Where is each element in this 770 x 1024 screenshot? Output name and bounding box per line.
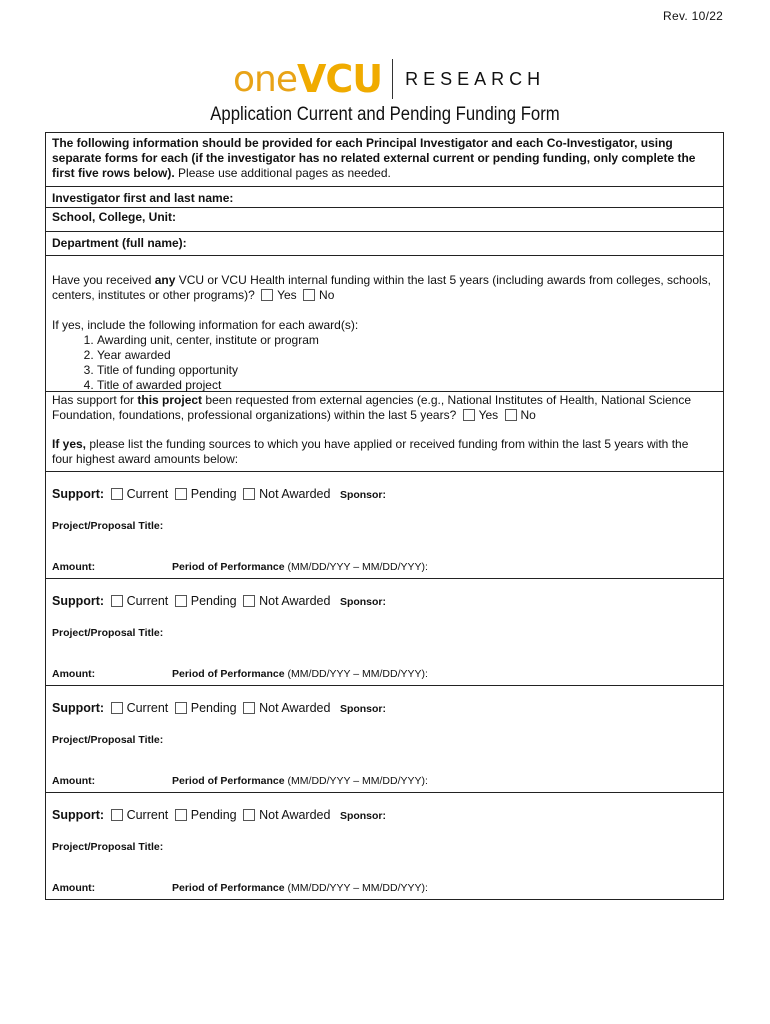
list-item: 1. Awarding unit, center, institute or program [97,333,712,348]
project-title-label: Project/Proposal Title: [52,841,164,853]
internal-q-bold: any [154,273,176,287]
period-bold: Period of Performance [172,561,285,573]
support-line [52,701,386,715]
pending-checkbox[interactable] [175,809,187,821]
internal-no-checkbox[interactable] [303,289,315,301]
period-rest: (MM/DD/YYY – MM/DD/YYY): [284,775,428,787]
pending-label: Pending [190,594,237,608]
school-label: School, College, Unit: [52,210,177,224]
sponsor-label: Sponsor: [339,703,387,715]
project-title-label: Project/Proposal Title: [52,734,164,746]
internal-ifyes-block [52,318,712,393]
support-block-4 [46,793,723,899]
internal-ifyes: If yes, include the following information for each award(s): [52,318,359,332]
internal-question [52,273,712,303]
period-rest: (MM/DD/YYY – MM/DD/YYY): [284,561,428,573]
sponsor-label: Sponsor: [339,810,387,822]
list-item: 2. Year awarded [97,348,712,363]
amount-label: Amount: [52,882,96,894]
external-no-checkbox[interactable] [505,409,517,421]
current-checkbox[interactable] [111,809,123,821]
support-label: Support: [52,701,105,715]
external-q-pre: Has support for [52,393,138,407]
department-row[interactable] [46,232,723,256]
not-awarded-label: Not Awarded [259,487,331,501]
current-checkbox[interactable] [111,488,123,500]
support-block-2 [46,579,723,686]
internal-no-label: No [319,288,335,302]
external-yes-label: Yes [478,408,499,422]
school-row[interactable] [46,208,723,232]
intro-text [52,136,712,181]
support-block-3 [46,686,723,793]
period-bold: Period of Performance [172,775,285,787]
not-awarded-label: Not Awarded [259,808,331,822]
current-label: Current [126,701,169,715]
support-line [52,808,386,822]
pending-label: Pending [190,701,237,715]
logo-vcu: VCU [297,57,383,101]
not-awarded-checkbox[interactable] [243,702,255,714]
pending-checkbox[interactable] [175,702,187,714]
list-item: 4. Title of awarded project [97,378,712,393]
funding-form [45,132,724,900]
current-checkbox[interactable] [111,595,123,607]
period-label [172,668,428,680]
support-label: Support: [52,487,105,501]
internal-yes-label: Yes [277,288,297,302]
sponsor-label: Sponsor: [339,596,387,608]
external-no-label: No [520,408,536,422]
pending-checkbox[interactable] [175,595,187,607]
not-awarded-checkbox[interactable] [243,488,255,500]
pending-checkbox[interactable] [175,488,187,500]
not-awarded-checkbox[interactable] [243,595,255,607]
amount-label: Amount: [52,561,96,573]
current-checkbox[interactable] [111,702,123,714]
investigator-name-row[interactable] [46,187,723,208]
not-awarded-label: Not Awarded [259,701,331,715]
period-label [172,561,428,573]
external-q-bold: this project [137,393,203,407]
external-question [52,393,712,423]
amount-label: Amount: [52,668,96,680]
sponsor-label: Sponsor: [339,489,387,501]
period-bold: Period of Performance [172,882,285,894]
period-bold: Period of Performance [172,668,285,680]
amount-label: Amount: [52,775,96,787]
period-label [172,775,428,787]
not-awarded-checkbox[interactable] [243,809,255,821]
form-title: Application Current and Pending Funding Form [210,104,560,125]
investigator-name-label: Investigator first and last name: [52,191,234,205]
project-title-label: Project/Proposal Title: [52,627,164,639]
current-label: Current [126,594,169,608]
current-label: Current [126,487,169,501]
not-awarded-label: Not Awarded [259,594,331,608]
logo-one: one [233,58,297,100]
internal-yes-checkbox[interactable] [261,289,273,301]
internal-items-list [52,333,712,393]
internal-funding-row [46,256,723,392]
external-ifyes-rest: please list the funding sources to which you have applied or received funding from within the last 5 years with the four highest award amounts below: [52,437,689,466]
intro-normal: Please use additional pages as needed. [174,166,391,180]
pending-label: Pending [190,808,237,822]
internal-q-post: VCU or VCU Health internal funding within the last 5 years (including awards from colleges, schools, centers, institutes or other programs)? [52,273,712,302]
project-title-label: Project/Proposal Title: [52,520,164,532]
external-q-post: been requested from external agencies (e.g., National Institutes of Health, National Science Foundation, foundations, professional organizations) within the last 5 years? [52,393,692,422]
support-block-1 [46,472,723,579]
list-item: 3. Title of funding opportunity [97,363,712,378]
department-label: Department (full name): [52,236,187,250]
support-line [52,594,386,608]
period-label [172,882,428,894]
period-rest: (MM/DD/YYY – MM/DD/YYY): [284,882,428,894]
internal-q-pre: Have you received [52,273,155,287]
logo-research: RESEARCH [405,68,546,89]
external-funding-row [46,392,723,472]
current-label: Current [126,808,169,822]
external-ifyes [52,437,712,467]
intro-row [46,133,723,187]
external-yes-checkbox[interactable] [463,409,475,421]
revision-label: Rev. 10/22 [663,9,724,23]
external-ifyes-bold: If yes, [52,437,87,451]
pending-label: Pending [190,487,237,501]
support-label: Support: [52,594,105,608]
support-label: Support: [52,808,105,822]
intro-bold: The following information should be provided for each Principal Investigator and each Co-Investigator, using separate forms for each (if the investigator has no related external current or pending funding, only complete the first five rows below). [52,136,696,180]
logo-divider [392,59,393,99]
support-line [52,487,386,501]
vcu-research-logo [233,58,545,100]
period-rest: (MM/DD/YYY – MM/DD/YYY): [284,668,428,680]
